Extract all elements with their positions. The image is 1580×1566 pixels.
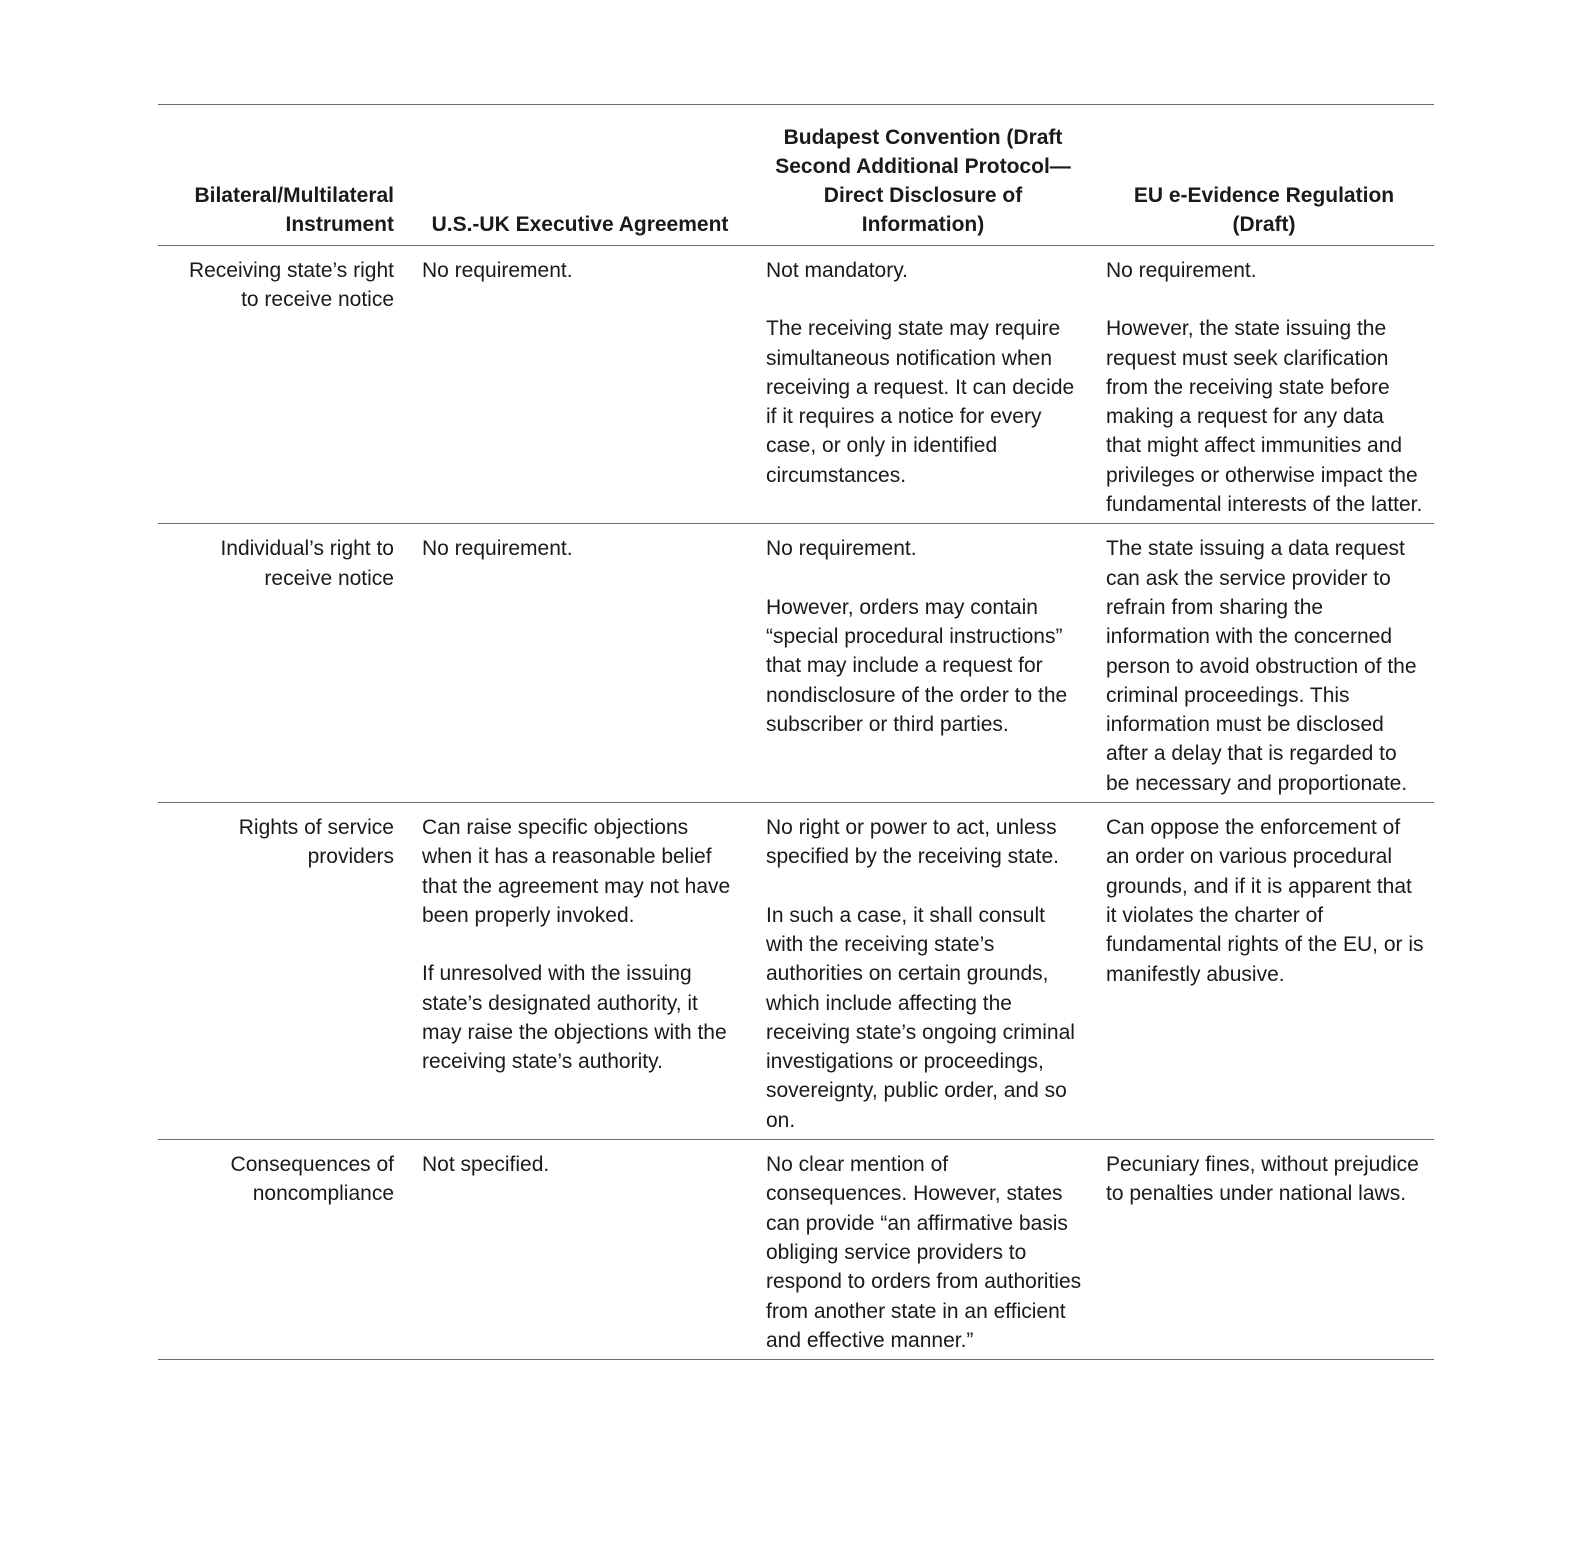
cell-us-uk <box>408 1140 752 1360</box>
cell-paragraph: No requirement. <box>422 259 573 282</box>
table-row <box>158 246 1434 524</box>
cell-us-uk <box>408 246 752 524</box>
header-budapest: Budapest Convention (Draft Second Additional Protocol—Direct Disclosure of Information) <box>775 126 1071 236</box>
cell-paragraph: The receiving state may require simultaneous notification when receiving a request. It can decide if it requires a notice for every case, or only in identified circumstances. <box>766 317 1075 487</box>
table-header <box>158 105 1434 246</box>
cell-paragraph: Not mandatory. <box>766 259 909 282</box>
row-label: Consequences of noncompliance <box>230 1153 394 1206</box>
cell-budapest <box>752 803 1094 1140</box>
cell-us-uk <box>408 803 752 1140</box>
table-row <box>158 524 1434 803</box>
cell-eu <box>1094 803 1434 1140</box>
cell-eu <box>1094 524 1434 803</box>
header-instrument: Bilateral/Multilateral Instrument <box>194 184 394 236</box>
row-label: Individual’s right to receive notice <box>220 537 394 590</box>
cell-paragraph: Can oppose the enforcement of an order on various procedural grounds, and if it is apparent that it violates the charter of fundamental rights of the EU, or is manifestly abusive. <box>1106 816 1424 986</box>
cell-us-uk <box>408 524 752 803</box>
row-label: Receiving state’s right to receive notice <box>188 259 394 312</box>
cell-paragraph: Not specified. <box>422 1153 550 1177</box>
table-row <box>158 1140 1434 1360</box>
cell-paragraph: No requirement. <box>1106 259 1257 282</box>
cell-paragraph: In such a case, it shall consult with the receiving state’s authorities on certain grounds, which include affecting the receiving state’s ongoing criminal investigations or proceedings, sovereignty, public order, and so on. <box>766 903 1075 1132</box>
cell-paragraph: The state issuing a data request can ask the service provider to refrain from sharing the information with the concerned person to avoid obstruction of the criminal proceedings. This information must be disclosed after a delay that is regarded to be necessary and proportionate. <box>1106 537 1417 795</box>
cell-paragraph: However, orders may contain “special procedural instructions” that may include a request for nondisclosure of the order to the subscriber or third parties. <box>766 595 1068 736</box>
row-label: Rights of service providers <box>238 816 394 869</box>
header-eu: EU e-Evidence Regulation (Draft) <box>1133 184 1395 236</box>
table-body <box>158 246 1434 1360</box>
header-us-uk: U.S.-UK Executive Agreement <box>431 213 729 236</box>
cell-budapest <box>752 246 1094 524</box>
cell-paragraph: If unresolved with the issuing state’s designated authority, it may raise the objections with the receiving state’s authority. <box>422 962 727 1074</box>
header-row <box>158 105 1434 246</box>
cell-eu <box>1094 1140 1434 1360</box>
cell-paragraph: No requirement. <box>422 537 573 561</box>
table-row <box>158 803 1434 1140</box>
cell-paragraph: Can raise specific objections when it has a reasonable belief that the agreement may not have been properly invoked. <box>422 816 731 927</box>
cell-paragraph: However, the state issuing the request must seek clarification from the receiving state before making a request for any data that might affect immunities and privileges or otherwise impact the fundamental interests of the latter. <box>1106 317 1423 517</box>
cell-paragraph: Pecuniary fines, without prejudice to penalties under national laws. <box>1106 1153 1419 1206</box>
cell-paragraph: No clear mention of consequences. However, states can provide “an affirmative basis obliging service providers to respond to orders from authorities from another state in an efficient and effective manner.” <box>766 1153 1082 1352</box>
cell-eu <box>1094 246 1434 524</box>
cell-budapest <box>752 524 1094 803</box>
cell-paragraph: No requirement. <box>766 537 917 561</box>
cell-budapest <box>752 1140 1094 1360</box>
cell-paragraph: No right or power to act, unless specified by the receiving state. <box>766 816 1059 869</box>
comparison-table <box>158 104 1434 1360</box>
